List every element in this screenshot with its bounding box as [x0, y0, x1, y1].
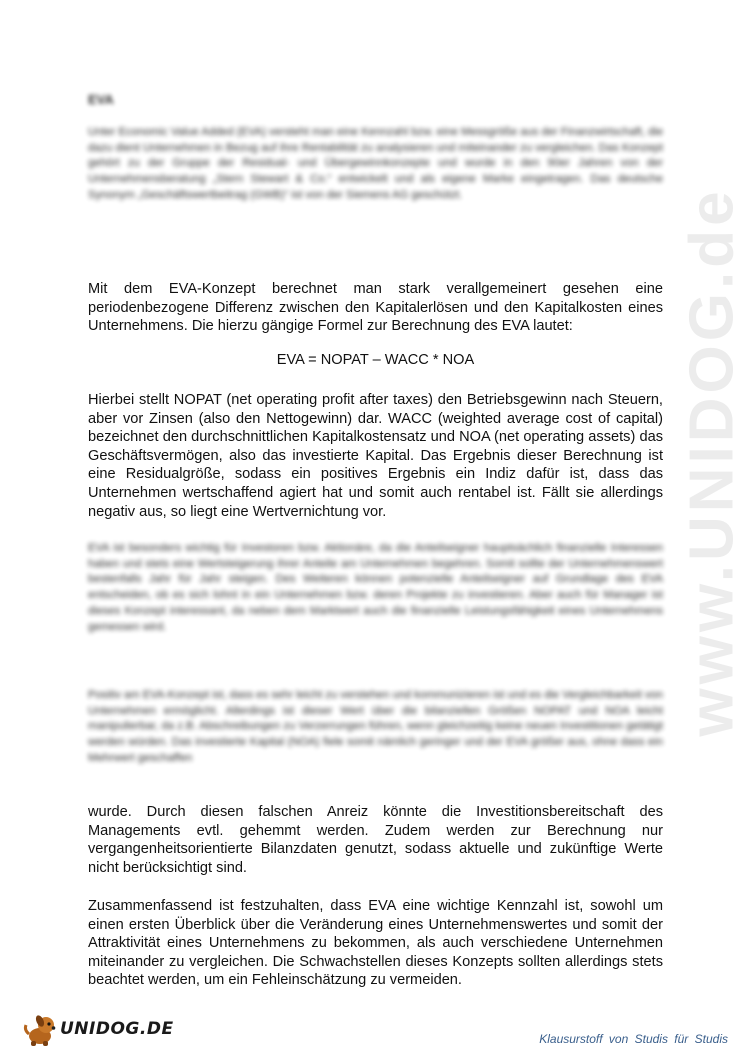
watermark: www.UNIDOG.de — [677, 187, 747, 737]
logo-text: UNIDOG.DE — [60, 1019, 174, 1039]
paragraph-investors: EVA ist besonders wichtig für Investoren bzw. Aktionäre, da die Anteilseigner hauptsächlich finanzielle Interessen haben und stets eine Wertsteigerung ihrer Anteile am Unternehmen begehren. Somit sollte der Unternehmenswert bestenfalls Jahr für Jahr steigen. Des Weiteren können potenzielle Anteilseigner auf Grundlage des EVA entscheiden, ob es sich lohnt in ein Unternehmen bzw. deren Projekte zu investieren. Aber auch für Manager ist dieses Konzept interessant, da neben dem Marktwert auch die finanzielle Leistungsfähigkeit eines Unternehmens gemessen wird. — [88, 542, 663, 633]
formula: EVA = NOPAT – WACC * NOA — [276, 352, 475, 368]
paragraph-incentive: wurde. Durch diesen falschen Anreiz könnte die Investitionsbereitschaft des Managements evtl. gehemmt werden. Zudem werden zur Berechnung nur vergangenheitsorientierte Bilanzdaten genutzt, sodass aktuelle und zukünftige Werte nicht berücksichtigt sind. — [88, 804, 663, 876]
unidog-logo[interactable] — [22, 1012, 174, 1048]
paragraph-summary: Zusammenfassend ist festzuhalten, dass EVA eine wichtige Kennzahl ist, sowohl um einen ersten Überblick über die Veränderung eines Unternehmenswertes und somit der Attraktivität eines Unternehmens zu bekommen, als auch verschiedene Unternehmen miteinander zu vergleichen. Die Schwachstellen dieses Konzepts sollten allerdings stets beachtet werden, um ein Fehleinschätzung zu vermeiden. — [88, 898, 663, 989]
dog-mascot-icon — [22, 1012, 62, 1048]
paragraph-pros-cons: Positiv am EVA-Konzept ist, dass es sehr leicht zu verstehen und kommunizieren ist und es die Vergleichbarkeit von Unternehmen ermöglicht. Allerdings ist dieser Wert über die bilanziellen Größen NOPAT und NOA leicht manipulierbar, da z.B. Abschreibungen zu Verzerrungen führen, wenn gleichzeitig keine neuen Investitionen getätigt werden würden. Das investierte Kapital (NOA) fiele somit nämlich geringer und der EVA größer aus, ohne dass ein Mehrwert geschaffen — [88, 689, 663, 764]
footer-tagline: Klausurstoff von Studis für Studis — [539, 1032, 728, 1046]
paragraph-concept: Mit dem EVA-Konzept berechnet man stark verallgemeinert gesehen eine periodenbezogene Differenz zwischen den Kapitalerlösen und den Kapitalkosten eines Unternehmens. Die hierzu gängige Formel zur Berechnung des EVA lautet: — [88, 281, 663, 335]
paragraph-explanation: Hierbei stellt NOPAT (net operating profit after taxes) den Betriebsgewinn nach Steuern, aber vor Zinsen (also den Nettogewinn) dar. WACC (weighted average cost of capital) bezeichnet den durchschnittlichen Kapitalkostensatz und NOA (net operating assets) das Geschäftsvermögen, also das investierte Kapital. Das Ergebnis dieser Berechnung ist eine Residualgröße, sodass ein positives Ergebnis ein Indiz dafür ist, dass das Unternehmen wertschaffend agiert hat und somit auch rentabel ist. Fällt sie allerdings negativ aus, so liegt eine Wertvernichtung vor. — [88, 392, 663, 520]
paragraph-intro: Unter Economic Value Added (EVA) versteht man eine Kennzahl bzw. eine Messgröße aus der Finanzwirtschaft, die dazu dient Unternehmen in Bezug auf ihre Rentabilität zu analysieren und miteinander zu vergleichen. Das Konzept gehört zu der Gruppe der Residual- und Übergewinnkonzepte und wurde in den 90er Jahren von der Unternehmensberatung „Stern Stewart & Co.“ entwickelt und als eigene Marke eingetragen. Das deutsche Synonym „Geschäftswertbeitrag (GWB)“ ist von der Siemens AG geschützt. — [88, 126, 663, 201]
document-title: EVA — [88, 92, 114, 107]
